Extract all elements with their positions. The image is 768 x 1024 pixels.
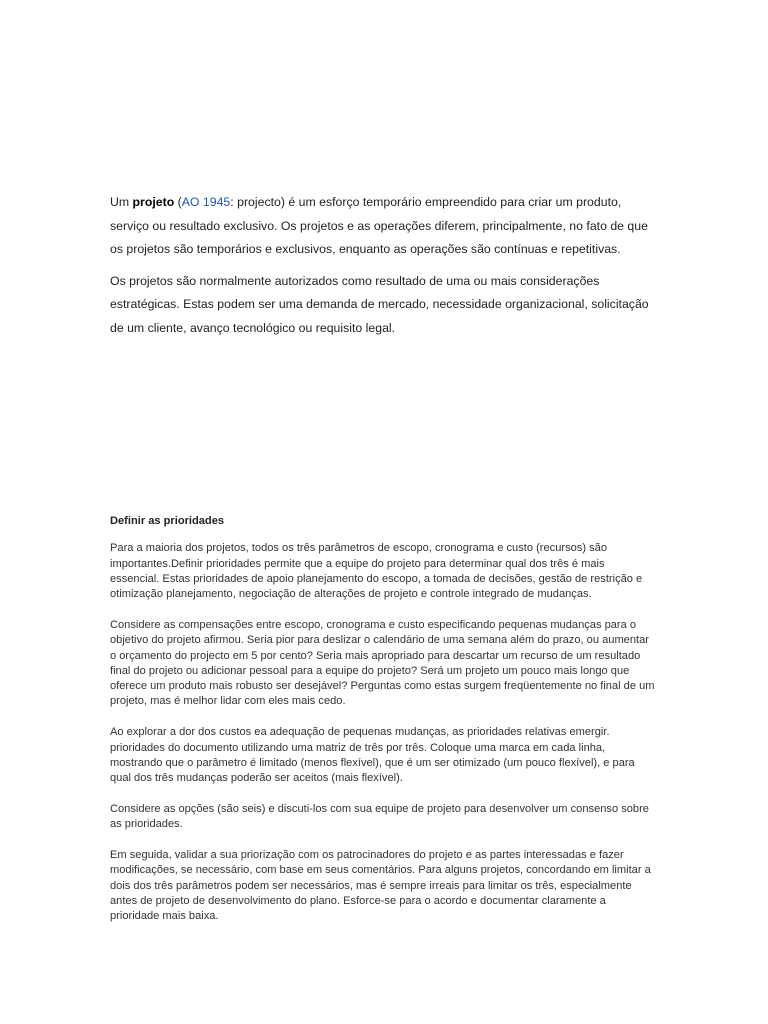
open-paren: ( [174,195,182,209]
intro-paragraph-2: Os projetos são normalmente autorizados como resultado de uma ou mais considerações estratégicas. Estas podem ser uma demanda de mercado, necessidade organizacional, solicitação de um cliente, avanço tecnológico ou requisito legal. [110,273,649,335]
priorities-section [110,514,655,940]
intro-block [110,191,655,348]
section-paragraph-2: Considere as compensações entre escopo, cronograma e custo especificando pequenas mudanças para o objetivo do projeto afirmou. Seria pior para deslizar o calendário de uma semana além do prazo, ou aumentar o orçamento do projecto em 5 por cento? Seria mais apropriado para descartar um recurso de um resultado final do projeto ou adicionar pessoal para a equipe do projeto? Será um projeto um pouco mais longo que oferece um produto mais robusto ser desejável? Perguntas como estas surgem freqüentemente no final de um projeto, mas é melhor lidar com eles mais cedo. [110,618,655,708]
intro-prefix: Um [110,195,133,209]
section-heading: Definir as prioridades [110,515,225,527]
term-projeto: projeto [132,195,175,209]
intro-paragraph-1 [110,191,655,262]
section-paragraph-4: Considere as opções (são seis) e discuti-los com sua equipe de projeto para desenvolver um consenso sobre as prioridades. [110,802,649,831]
section-paragraph-1: Para a maioria dos projetos, todos os três parâmetros de escopo, cronograma e custo (recursos) são importantes.Definir prioridades permite que a equipe do projeto para determinar qual dos três é mais essencial. Estas prioridades de apoio planejamento do escopo, a tomada de decisões, gestão de restrição e otimização planejamento, negociação de alterações de projeto e controle integrado de mudanças. [110,542,643,601]
section-paragraph-5: Em seguida, validar a sua priorização com os patrocinadores do projeto e as partes interessadas e fazer modificações, se necessário, com base em seus comentários. Para alguns projetos, concordando em limitar a dois dos três parâmetros podem ser necessários, mas é sempre irreais para limitar os três, especialmente antes de projeto de desenvolvimento do plano. Esforce-se para o acordo e documentar claramente a prioridade mais baixa. [110,849,651,923]
ao-1945-link[interactable]: AO 1945 [181,195,231,209]
section-paragraph-3: Ao explorar a dor dos custos ea adequação de pequenas mudanças, as prioridades relativas emergir. prioridades do documento utilizando uma matriz de três por três. Coloque uma marca em cada linha, mostrando que o parâmetro é limitado (menos flexível), que é um ser otimizado (um pouco flexível), e para qual dos três mudanças poderão ser aceitos (mais flexível). [110,726,635,785]
intro-rest: : projecto) é um esforço temporário empreendido para criar um produto, serviço ou resultado exclusivo. Os projetos e as operações diferem, principalmente, no fato de que os projetos são temporários e exclusivos, enquanto as operações são contínuas e repetitivas. [110,195,648,256]
